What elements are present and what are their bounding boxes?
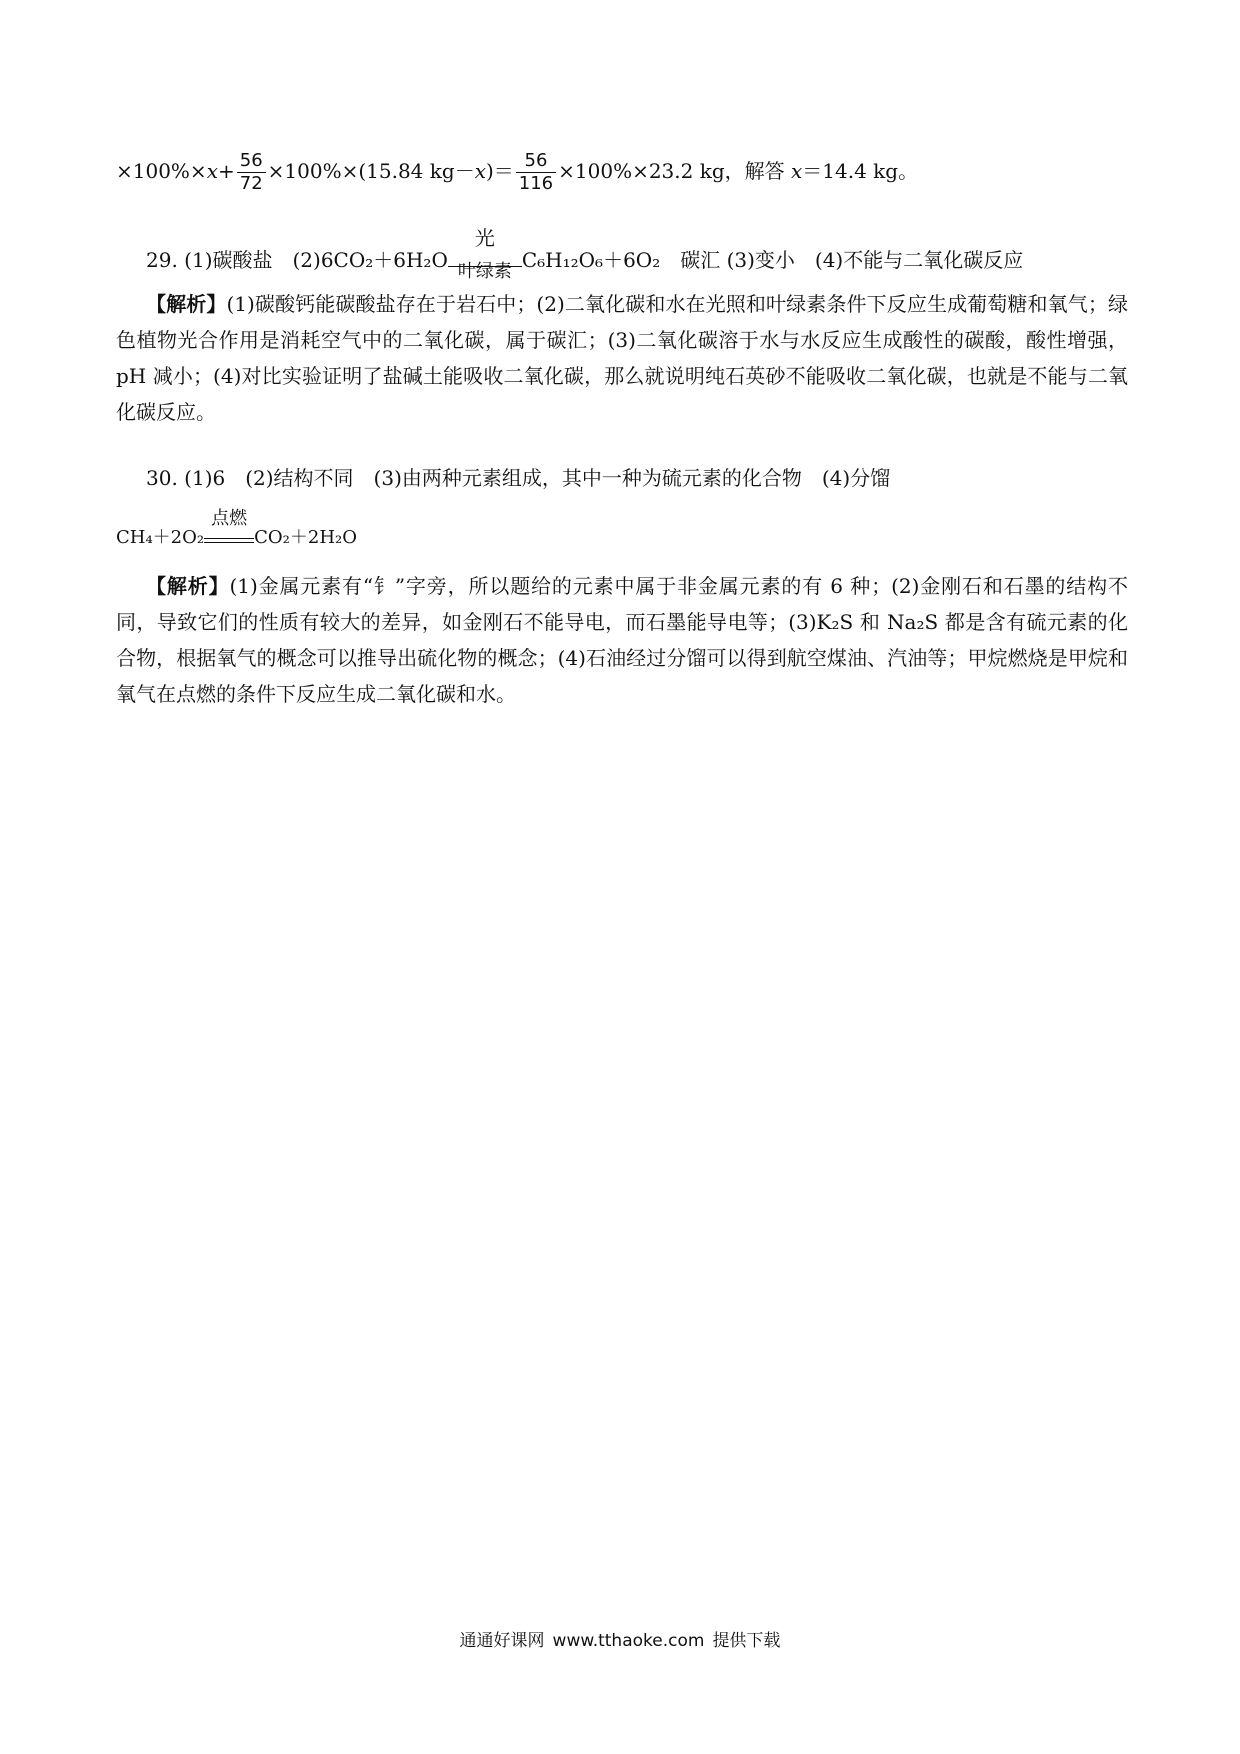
analysis-heading: 【解析】 <box>146 292 227 316</box>
calc-seg1: + <box>217 159 235 183</box>
q29-prefix: 29. (1)碳酸盐 (2)6CO₂＋6H₂O <box>146 248 448 272</box>
eq-suffix: CO₂＋2H₂O <box>254 527 357 548</box>
condition-top: 点燃 <box>211 508 248 529</box>
condition-bottom: 叶绿素 <box>457 261 512 282</box>
q29-answer-line <box>146 226 1024 282</box>
q30-answer-line <box>146 468 890 488</box>
q29-suffix: C₆H₁₂O₆＋6O₂ 碳汇 (3)变小 (4)不能与二氧化碳反应 <box>521 248 1024 272</box>
q30-equation <box>116 508 357 548</box>
analysis-body: (1)金属元素有“钅”字旁，所以题给的元素中属于非金属元素的有 6 种；(2)金刚石和石墨的结构不同，导致它们的性质有较大的差异，如金刚石不能导电，而石墨能导电等；(3)K₂S 和 Na₂S 都是含有硫元素的化合物，根据氧气的概念可以推导出硫化物的概念；(4)石油经过分馏可以得到航空煤油、汽油等；甲烷燃烧是甲烷和氧气在点燃的条件下反应生成二氧化碳和水。 <box>116 574 1128 706</box>
analysis-heading: 【解析】 <box>146 574 230 598</box>
calc-seg2: ×100%×(15.84 kg－ <box>267 159 475 183</box>
calc-seg3: )＝ <box>485 159 514 183</box>
calc-seg5: ＝14.4 kg。 <box>802 159 919 183</box>
condition-top: 光 <box>474 226 495 250</box>
q30-line: 30. (1)6 (2)结构不同 (3)由两种元素组成，其中一种为硫元素的化合物 (4)分馏 <box>146 466 891 490</box>
fraction-numerator: 56 <box>516 150 556 173</box>
var-x: x <box>206 159 218 183</box>
var-x: x <box>474 159 486 183</box>
calc-seg0: ×100%× <box>116 159 207 183</box>
calc-line <box>116 150 918 195</box>
fraction-56-72 <box>237 150 266 195</box>
q29-analysis <box>116 286 1128 430</box>
fraction-numerator: 56 <box>237 150 266 173</box>
fraction-denominator: 72 <box>239 173 263 194</box>
footer-suffix: 提供下载 <box>712 1631 781 1651</box>
reaction-condition-arrow <box>448 226 522 282</box>
fraction-56-116 <box>516 150 556 195</box>
analysis-body: (1)碳酸钙能碳酸盐存在于岩石中；(2)二氧化碳和水在光照和叶绿素条件下反应生成葡萄糖和氧气；绿色植物光合作用是消耗空气中的二氧化碳，属于碳汇；(3)二氧化碳溶于水与水反应生成酸性的碳酸，酸性增强，pH 减小；(4)对比实验证明了盐碱土能吸收二氧化碳，那么就说明纯石英砂不能吸收二氧化碳，也就是不能与二氧化碳反应。 <box>116 292 1128 424</box>
calc-seg4: ×100%×23.2 kg，解答 <box>558 159 792 183</box>
footer-site-name: 通通好课网 <box>459 1631 545 1651</box>
fraction-denominator: 116 <box>518 173 554 194</box>
reaction-condition-arrow <box>204 508 254 543</box>
eq-prefix: CH₄＋2O₂ <box>116 527 205 548</box>
footer-url[interactable]: www.tthaoke.com <box>552 1631 705 1651</box>
page-footer <box>0 1626 1240 1651</box>
var-x: x <box>791 159 803 183</box>
q30-analysis <box>116 568 1128 712</box>
